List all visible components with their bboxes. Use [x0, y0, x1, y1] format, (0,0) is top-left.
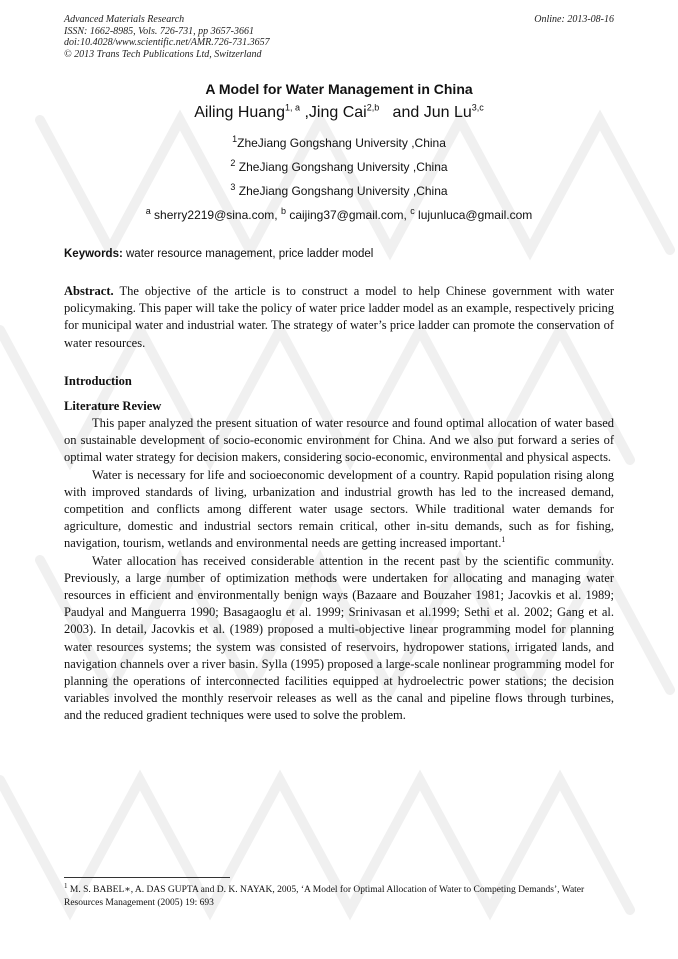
email-sup: a [145, 206, 151, 216]
author-sup: 1, a [284, 102, 300, 113]
email-link[interactable]: caijing37@gmail.com, [285, 208, 411, 222]
email-link[interactable]: lujunluca@gmail.com [414, 208, 533, 222]
author-sup: 2,b [366, 102, 380, 113]
keywords-label: Keywords: [64, 248, 123, 260]
affiliation-sup: 3 [230, 182, 236, 192]
author-line [0, 104, 678, 122]
email-sup: c [410, 206, 415, 216]
keywords-text: water resource management, price ladder model [122, 248, 374, 260]
issn-line: ISSN: 1662-8985, Vols. 726-731, pp 3657-3661 [64, 25, 254, 37]
abstract [64, 283, 614, 352]
abstract-label: Abstract. [64, 284, 114, 298]
section-heading-introduction: Introduction [64, 374, 132, 388]
paragraph: Water allocation has received considerable attention in the recent past by the scientific community. Previously, a large number of optimization methods were undertaken for allocating and managing water resources in efficient and environmentally benign ways (Bazaare and Bouzaher 1981; Jacovkis et al. 1989; Paudyal and Manguerra 1990; Basagaoglu et al. 1999; Srinivasan et al.1999; Sethi et al. 2002; Gang et al. 2003). In detail, Jacovkis et al. (1989) proposed a multi-objective linear programming model for planning water resources systems; the system was consisted of reservoirs, hydropower stations, irrigated lands, and navigation channels over a river basin. Sylla (1995) proposed a large-scale nonlinear programming model for planning the operations of interconnected facilities equipped at hydroelectric power stations; the decision variables involved the monthly reservoir releases as well as the canal and pipeline flows through turbines, and the reduced gradient techniques were used to solve the problem. [64, 553, 614, 723]
abstract-text: The objective of the article is to construct a model to help Chinese government with water policymaking. This paper will take the policy of water price ladder model as an example, respectively pricing for municipal water and industrial water. The strategy of water’s price ladder can promote the conservation of water resources. [64, 284, 614, 350]
section-heading-literature-review: Literature Review [64, 399, 162, 413]
author-name: ,Jing Cai [300, 104, 367, 121]
journal-header [64, 14, 270, 60]
paragraph: This paper analyzed the present situation of water resource and found optimal allocation of water based on sustainable development of socio-economic environment for China. And we also put forward a series of optimal water strategy for decision makers, considering socio-economic, environmental and physical aspects. [64, 416, 614, 465]
email-sup: b [280, 206, 286, 216]
literature-review-body [64, 415, 614, 725]
footnote-divider [64, 877, 230, 878]
footnote-text: M. S. BABEL∗, A. DAS GUPTA and D. K. NAYAK, 2005, ‘A Model for Optimal Allocation of Water to Competing Demands’, Water Resources Management (2005) 19: 693 [64, 885, 585, 908]
affiliation-2 [0, 160, 678, 174]
affiliation-text: ZheJiang Gongshang University ,China [237, 136, 446, 150]
online-date: Online: 2013-08-16 [534, 14, 614, 25]
copyright-line: © 2013 Trans Tech Publications Ltd, Switzerland [64, 48, 262, 60]
keywords [64, 248, 373, 260]
author-name: Ailing Huang [194, 104, 285, 121]
citation-sup[interactable]: 1 [501, 535, 506, 545]
email-link[interactable]: sherry2219@sina.com, [150, 208, 281, 222]
journal-name: Advanced Materials Research [64, 14, 185, 25]
footnote [64, 881, 614, 909]
paragraph-text: Water is necessary for life and socioeconomic development of a country. Rapid population rising along with improved standards of living, urbanization and industrial growth has led to the increased demand, competition and conflicts among different water usage sectors. While traditional water demands for agriculture, domestic and industrial sectors remain critical, other in-situ demands, such as for fishing, navigation, tourism, wetlands and environmental needs are getting increased important. [64, 467, 614, 551]
author-sup: 3,c [471, 102, 484, 113]
affiliation-text: ZheJiang Gongshang University ,China [235, 184, 448, 198]
affiliation-text: ZheJiang Gongshang University ,China [235, 160, 448, 174]
doi-line: doi:10.4028/www.scientific.net/AMR.726-731.3657 [64, 37, 270, 48]
affiliation-3 [0, 184, 678, 198]
paragraph [64, 467, 614, 553]
email-line [0, 208, 678, 222]
affiliation-sup: 2 [230, 158, 236, 168]
affiliation-1 [0, 136, 678, 150]
affiliation-sup: 1 [232, 134, 238, 144]
author-name: and Jun Lu [379, 104, 472, 121]
paper-title: A Model for Water Management in China [205, 81, 473, 97]
footnote-sup: 1 [64, 881, 68, 890]
